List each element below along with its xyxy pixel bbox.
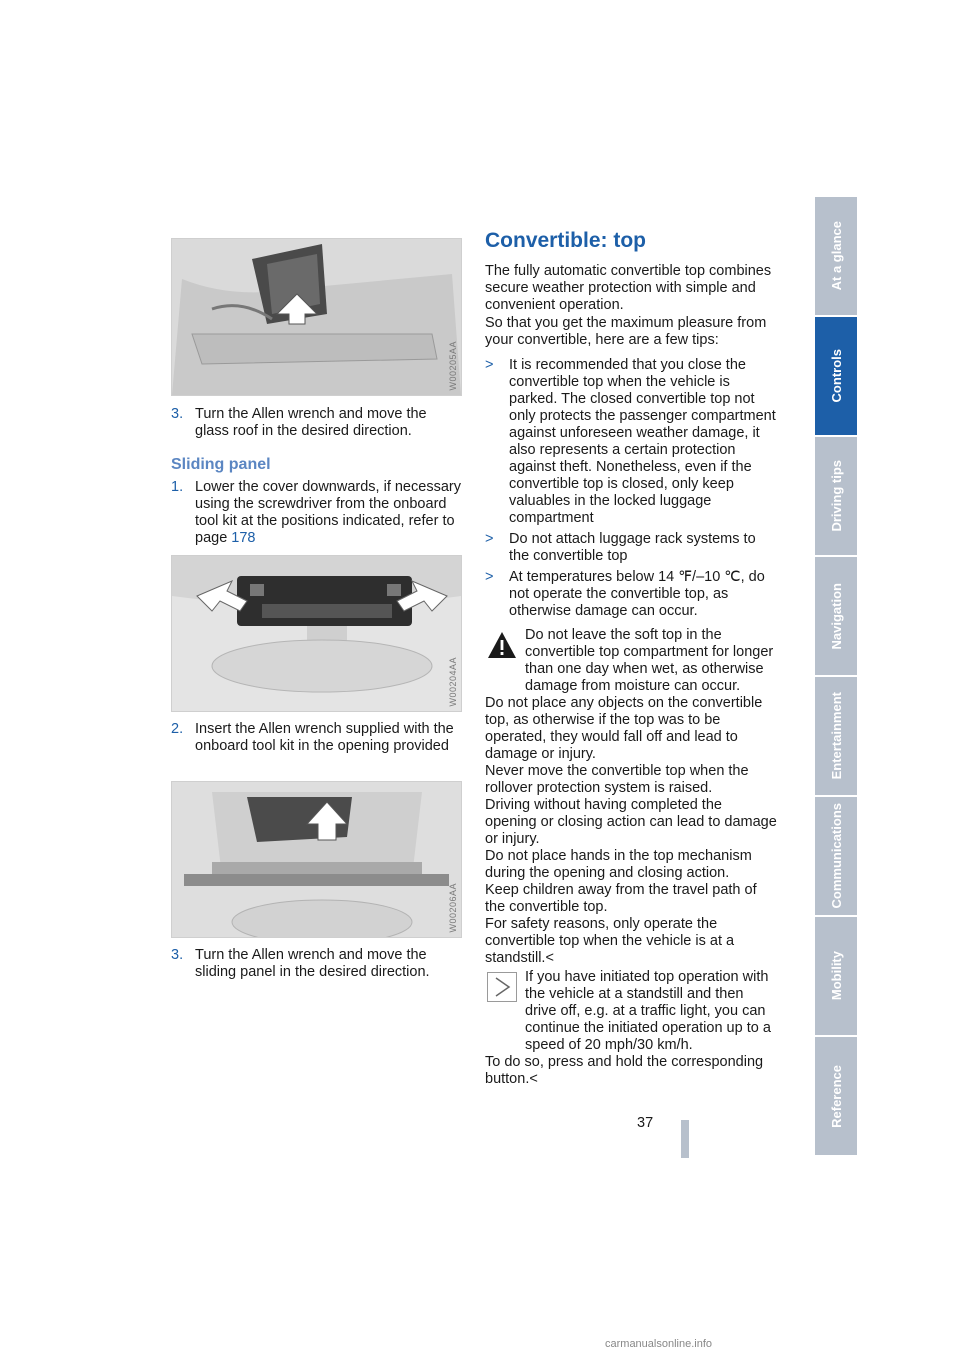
tip-text: At temperatures below 14 ℉/–10 ℃, do not operate the convertible top, as otherwise damage can occur. <box>509 569 765 619</box>
note-text <box>485 1054 777 1088</box>
warning-text: Keep children away from the travel path of the convertible top. <box>485 882 757 915</box>
wrench-opening-figure <box>171 781 462 938</box>
tab-label: Communications <box>828 803 844 909</box>
warning-text: Do not place hands in the top mechanism during the opening and closing action. <box>485 848 752 881</box>
sidebar-tab-driving-tips[interactable] <box>815 437 857 555</box>
glass-roof-illustration <box>172 239 461 395</box>
intro-paragraph: The fully automatic convertible top combines secure weather protection with simple and convenient operation. <box>485 263 772 313</box>
warning-last-text: For safety reasons, only operate the convertible top when the vehicle is at a standstill. <box>485 916 735 966</box>
note-first-text: If you have initiated top operation with the vehicle at a standstill and then drive off, e.g. at a traffic light, you can continue the initiated operation up to a speed of 20 mph/30 km/h. <box>525 969 771 1053</box>
chapter-sidebar <box>815 197 857 1160</box>
bullet-mark: > <box>485 531 494 547</box>
step-text: Insert the Allen wrench supplied with the onboard tool kit in the opening provided <box>195 721 454 754</box>
sidebar-tab-communications[interactable] <box>815 797 857 915</box>
warning-text <box>485 916 777 967</box>
warning-triangle-icon <box>487 631 517 661</box>
step-3-glass-roof <box>171 406 463 442</box>
step-1-text: Lower the cover downwards, if necessary using the screwdriver from the onboard tool kit at the positions indicated, refer to page <box>195 479 461 546</box>
tab-label: Controls <box>828 349 844 403</box>
step-number: 3. <box>171 406 184 422</box>
step-number: 1. <box>171 479 184 495</box>
end-mark: < <box>545 950 554 966</box>
warning-text: Driving without having completed the opening or closing action can lead to damage or injury. <box>485 797 777 847</box>
sidebar-tab-controls[interactable] <box>815 317 857 435</box>
tip-item <box>485 531 777 567</box>
tips-intro-paragraph: So that you get the maximum pleasure from your convertible, here are a few tips: <box>485 315 767 348</box>
bullet-mark: > <box>485 357 494 373</box>
page-number: 37 <box>637 1115 654 1131</box>
convertible-top-heading: Convertible: top <box>485 229 646 252</box>
sliding-panel-cover-figure <box>171 555 462 712</box>
warning-first-text: Do not leave the soft top in the convertible top compartment for longer than one day when wet, as otherwise damage from moisture can occur. <box>525 627 774 694</box>
note-block <box>485 969 777 1088</box>
sidebar-tab-mobility[interactable] <box>815 917 857 1035</box>
tab-label: Driving tips <box>828 460 844 532</box>
warning-text: Do not place any objects on the convertible top, as otherwise if the top was to be operated, they would fall off and lead to damage or injury. <box>485 695 763 762</box>
figure-code: W00206AA <box>448 883 458 933</box>
page-reference-link[interactable]: 178 <box>231 530 256 546</box>
page-number-bar <box>681 1120 689 1158</box>
tip-item <box>485 357 777 529</box>
tab-label: Entertainment <box>828 692 844 780</box>
warning-text: Never move the convertible top when the rollover protection system is raised. <box>485 763 749 796</box>
figure-code: W00205AA <box>448 341 458 391</box>
step-text: Turn the Allen wrench and move the sliding panel in the desired direction. <box>195 947 430 980</box>
tab-label: Navigation <box>828 582 844 650</box>
warning-block <box>485 627 777 967</box>
tip-text: Do not attach luggage rack systems to the convertible top <box>509 531 756 564</box>
glass-roof-figure <box>171 238 462 396</box>
figure-code: W00204AA <box>448 657 458 707</box>
tab-label: Reference <box>828 1064 844 1128</box>
footer-watermark: carmanualsonline.info <box>605 1338 713 1350</box>
note-arrow-icon <box>487 972 517 1002</box>
sidebar-tab-at-a-glance[interactable] <box>815 197 857 315</box>
sidebar-tab-navigation[interactable] <box>815 557 857 675</box>
tip-text: It is recommended that you close the convertible top when the vehicle is parked. The closed convertible top not only protects the passenger compartment against unforeseen weather damage, it also represents a certain protection against theft. Nonetheless, even if the convertible top is closed, only keep valuables in the locked luggage compartment <box>509 357 776 526</box>
sidebar-tab-reference[interactable] <box>815 1037 857 1155</box>
step-1-sliding-panel <box>171 479 463 549</box>
note-second-text: To do so, press and hold the corresponding button. <box>485 1054 764 1087</box>
step-3-sliding-panel <box>171 947 463 983</box>
bullet-mark: > <box>485 569 494 585</box>
tab-label: At a glance <box>828 221 844 291</box>
wrench-opening-illustration <box>172 782 461 937</box>
step-number: 3. <box>171 947 184 963</box>
end-mark: < <box>529 1071 538 1087</box>
tab-label: Mobility <box>828 951 844 1001</box>
cover-illustration <box>172 556 461 711</box>
step-text <box>195 479 463 547</box>
step-number: 2. <box>171 721 184 737</box>
step-2-sliding-panel <box>171 721 463 773</box>
sidebar-tab-entertainment[interactable] <box>815 677 857 795</box>
step-text: Turn the Allen wrench and move the glass roof in the desired direction. <box>195 406 427 439</box>
tip-item <box>485 569 777 621</box>
sliding-panel-heading: Sliding panel <box>171 456 271 473</box>
